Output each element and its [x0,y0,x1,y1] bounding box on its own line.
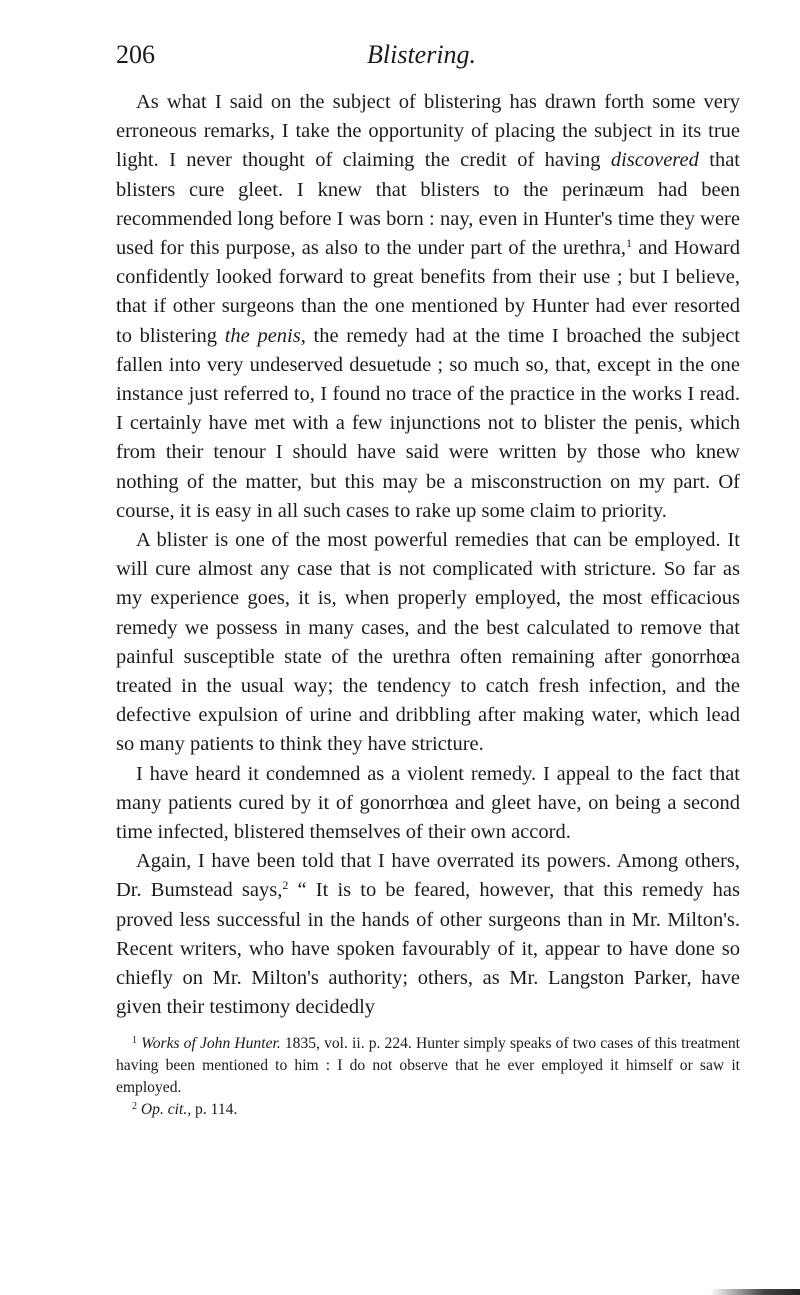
page-number: 206 [116,40,155,69]
paragraph: As what I said on the subject of blistering has drawn forth some very erroneous remarks, I take the opportunity of placing the subject in its true light. I never thought of claiming the credit of having discovered that blisters cure gleet. I knew that blisters to the perinæum had been recommended long before I was born : nay, even in Hunter's time they were used for this purpose, as also to the under part of the urethra,$^1$ and Howard confidently looked forward to great benefits from their use ; but I believe, that if other surgeons than the one mentioned by Hunter had ever resorted to blistering the penis, the remedy had at the time I broached the subject fallen into very undeserved desuetude ; so much so, that, except in the one instance just referred to, I found no trace of the practice in the works I read. I certainly have met with a few injunctions not to blister the penis, which from their tenour I should have said were written by those who knew nothing of the matter, but this may be a misconstruction on my part. Of course, it is easy in all such cases to rake up some claim to priority. [116,91,741,522]
footnote-ref: 2 [282,878,289,893]
page-edge-shadow [710,1289,800,1295]
page-header [116,38,740,74]
footnotes [116,1033,740,1121]
footnote-ref: 1 [626,236,633,251]
paragraph: I have heard it condemned as a violent remedy. I appeal to the fact that many patients cured by it of gonorrhœa and gleet have, on being a second time infected, blistered themselves of their own accord. [116,762,740,844]
paragraph: A blister is one of the most powerful remedies that can be employed. It will cure almost any case that is not complicated with stricture. So far as my experience goes, it is, when properly employed, the most efficacious remedy we possess in many cases, and the best calculated to remove that painful susceptible state of the urethra often remaining after gonorrhœa treated in the usual way; the tendency to catch fresh infection, and the defective expulsion of urine and dribbling after making water, which lead so many patients to think they have stricture. [116,529,740,756]
footnote-title: Works of John Hunter. [141,1034,281,1052]
footnote-title: Op. cit., [140,1100,192,1118]
body-text [116,88,740,1023]
running-title: Blistering. [367,40,477,69]
emphasis: discovered [610,149,699,172]
paragraph: Again, I have been told that I have overrated its powers. Among others, Dr. Bumstead says,$^2$ “ It is to be feared, however, that this remedy has proved less successful in the hands of other surgeons than in Mr. Milton's. Recent writers, who have spoken favourably of it, appear to have done so chiefly on Mr. Milton's authority; others, as Mr. Langston Parker, have given their testimony decidedly [116,850,741,1019]
footnote: $^2$ Op. cit., p. 114. [132,1100,238,1118]
footnote: $^1$ Works of John Hunter. 1835, vol. ii. p. 224. Hunter simply speaks of two cases of this treatment having been mentioned to him : I do not observe that he ever employed it himself or saw it employed. [116,1034,740,1096]
emphasis: the penis [224,324,301,347]
footnote-mark: 1 [132,1034,137,1046]
footnote-mark: 2 [132,1100,137,1112]
